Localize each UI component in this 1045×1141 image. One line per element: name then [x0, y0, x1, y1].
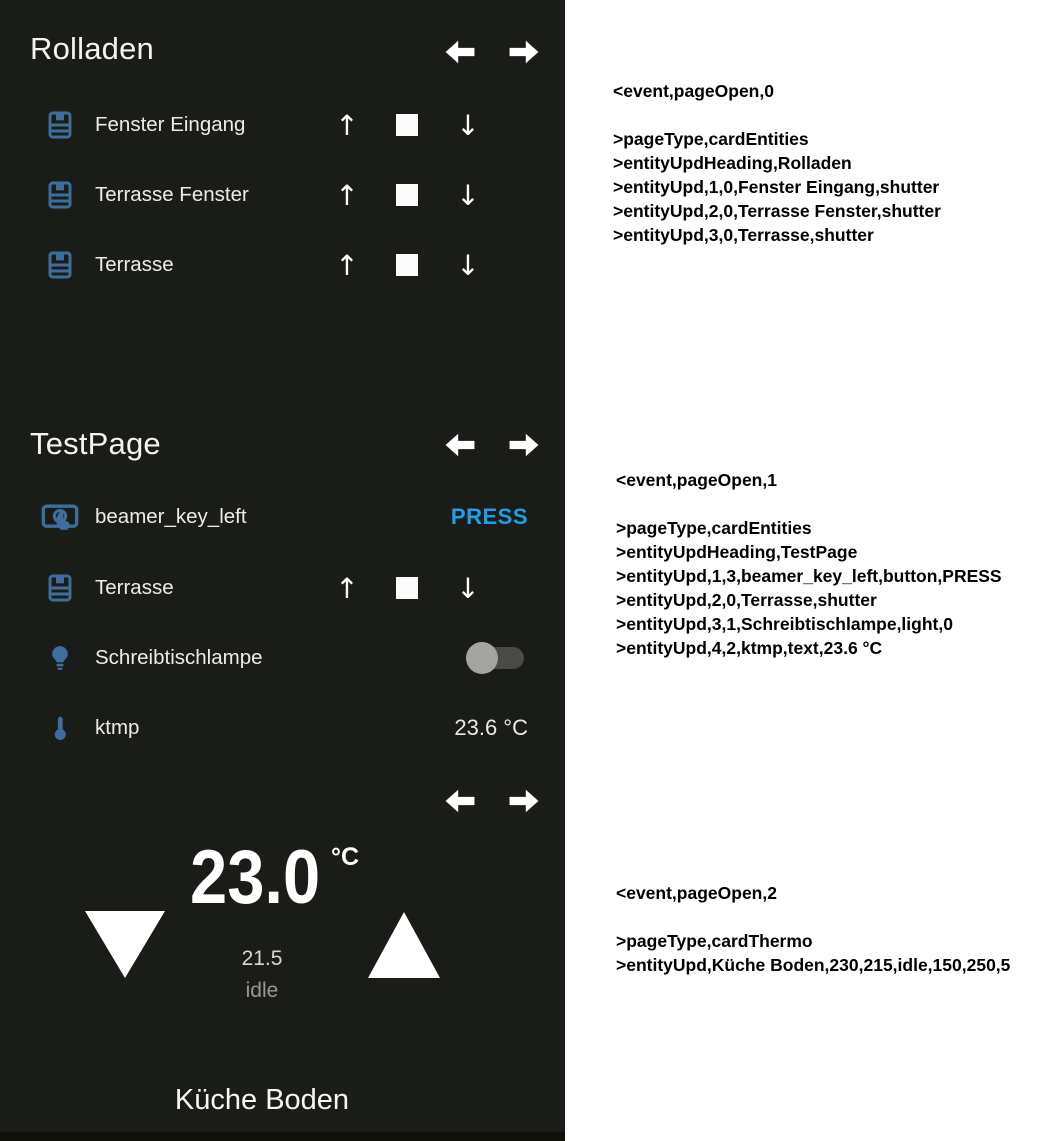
- thermo-title: Küche Boden: [174, 1084, 350, 1116]
- log-line: >entityUpd,1,3,beamer_key_left,button,PRESS: [616, 566, 1002, 586]
- entity-row-terrasse: [0, 230, 565, 300]
- panel-bottom-strip: [0, 1132, 565, 1141]
- log-line: >entityUpd,1,0,Fenster Eingang,shutter: [613, 177, 940, 197]
- log-block-page0: [613, 79, 941, 247]
- entity-label: Terrasse: [95, 253, 174, 276]
- toggle-knob: [466, 642, 498, 674]
- gesture-tap-button-icon: [40, 497, 80, 537]
- temperature-unit: °C: [331, 843, 360, 871]
- nav-prev-button[interactable]: [441, 38, 479, 66]
- log-line: <event,pageOpen,1: [616, 470, 777, 490]
- sensor-value: 23.6 °C: [454, 715, 528, 740]
- nav-prev-button[interactable]: [441, 431, 479, 459]
- log-line: >entityUpd,2,0,Terrasse Fenster,shutter: [613, 201, 941, 221]
- temp-down-button[interactable]: [85, 911, 165, 978]
- log-line: [616, 492, 1002, 516]
- shutter-up-button[interactable]: ↑: [335, 178, 359, 212]
- nav-next-button[interactable]: [505, 38, 543, 66]
- entity-row-terrasse-fenster: [0, 160, 565, 230]
- shutter-up-button[interactable]: ↑: [335, 571, 359, 605]
- window-shutter-icon: [40, 245, 80, 285]
- entity-row-fenster-eingang: [0, 90, 565, 160]
- arrow-right-icon: [505, 38, 543, 66]
- log-line: <event,pageOpen,2: [616, 883, 777, 903]
- shutter-stop-button[interactable]: [396, 577, 418, 599]
- nav-prev-button[interactable]: [441, 787, 479, 815]
- entity-label: ktmp: [95, 716, 140, 739]
- log-block-page2: [616, 881, 1010, 977]
- hvac-state: idle: [245, 979, 279, 1002]
- window-shutter-icon: [40, 568, 80, 608]
- shutter-down-button[interactable]: ↓: [456, 248, 480, 282]
- log-line: >entityUpd,2,0,Terrasse,shutter: [616, 590, 877, 610]
- log-line: >entityUpd,3,0,Terrasse,shutter: [613, 225, 874, 245]
- entity-row-terrasse: [0, 553, 565, 623]
- log-line: [616, 905, 1010, 929]
- shutter-stop-button[interactable]: [396, 114, 418, 136]
- entity-label: Terrasse: [95, 576, 174, 599]
- entity-row-schreibtischlampe: [0, 623, 565, 693]
- target-temperature: 21.5: [241, 947, 283, 970]
- arrow-left-icon: [441, 787, 479, 815]
- shutter-down-button[interactable]: ↓: [456, 178, 480, 212]
- arrow-left-icon: [441, 38, 479, 66]
- entity-label: Schreibtischlampe: [95, 646, 263, 669]
- shutter-down-button[interactable]: ↓: [456, 571, 480, 605]
- log-line: >entityUpd,Küche Boden,230,215,idle,150,250,5: [616, 955, 1011, 975]
- temp-up-button[interactable]: [368, 912, 440, 978]
- shutter-stop-button[interactable]: [396, 254, 418, 276]
- log-line: <event,pageOpen,0: [613, 81, 774, 101]
- window-shutter-icon: [40, 175, 80, 215]
- shutter-stop-button[interactable]: [396, 184, 418, 206]
- shutter-up-button[interactable]: ↑: [335, 248, 359, 282]
- log-line: >pageType,cardEntities: [616, 518, 812, 538]
- log-line: >pageType,cardEntities: [613, 129, 809, 149]
- log-line: >pageType,cardThermo: [616, 931, 813, 951]
- entity-row-beamer-key-left: [0, 482, 565, 552]
- log-line: >entityUpd,3,1,Schreibtischlampe,light,0: [616, 614, 953, 634]
- page-title: Rolladen: [30, 31, 154, 66]
- thermometer-icon: [40, 708, 80, 748]
- entity-row-ktmp: [0, 693, 565, 763]
- arrow-left-icon: [441, 431, 479, 459]
- log-block-page1: [616, 468, 1002, 660]
- shutter-up-button[interactable]: ↑: [335, 108, 359, 142]
- arrow-right-icon: [505, 431, 543, 459]
- log-line: >entityUpdHeading,Rolladen: [613, 153, 852, 173]
- log-line: >entityUpdHeading,TestPage: [616, 542, 858, 562]
- entity-label: beamer_key_left: [95, 505, 247, 528]
- log-line: >entityUpd,4,2,ktmp,text,23.6 °C: [616, 638, 883, 658]
- nav-next-button[interactable]: [505, 431, 543, 459]
- window-shutter-icon: [40, 105, 80, 145]
- arrow-right-icon: [505, 787, 543, 815]
- entity-label: Terrasse Fenster: [95, 183, 249, 206]
- entity-label: Fenster Eingang: [95, 113, 246, 136]
- press-button[interactable]: PRESS: [450, 504, 528, 529]
- log-line: [613, 103, 941, 127]
- page-title: TestPage: [30, 426, 161, 461]
- nav-next-button[interactable]: [505, 787, 543, 815]
- current-temperature: 23.0: [190, 835, 321, 920]
- shutter-down-button[interactable]: ↓: [456, 108, 480, 142]
- light-toggle[interactable]: [466, 647, 524, 669]
- lightbulb-icon: [40, 638, 80, 678]
